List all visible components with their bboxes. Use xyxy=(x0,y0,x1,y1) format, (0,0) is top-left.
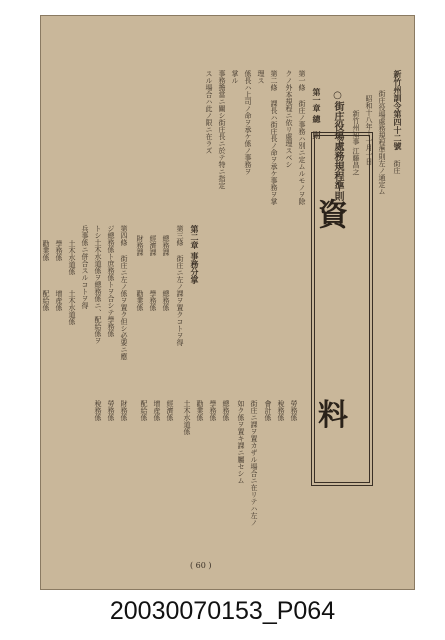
right-item-6: 總務係 xyxy=(222,400,230,421)
article-4-text-4: 兵事係ニ併合スルコトヲ得 xyxy=(81,225,89,309)
mid-item-8: 增産係 xyxy=(55,290,63,311)
article-2-text: 課長ハ街庄長ノ命ヲ承ケ事務ヲ掌 xyxy=(270,100,278,205)
right-item-4: 街庄ニ課ヲ置カザル場合ニ在リテハ左ノ xyxy=(250,400,258,526)
mid-item-6: 勸業係 xyxy=(42,240,50,261)
right-item-5: 如ク係ヲ置キ課ニ屬セシム xyxy=(237,400,245,484)
article-4-text-3: トシ土木水道係ヲ總務係ニ、配給係ヲ xyxy=(94,225,102,344)
article-4-number: 第四條 xyxy=(120,225,128,246)
chapter-1-heading: 第一章 總 則 xyxy=(312,88,322,139)
article-4-text-2: ジ總務係ト庶務係トヲ合シテ學務係 xyxy=(107,225,115,337)
article-2-text-4: 掌ル xyxy=(231,70,239,84)
article-2-text-5: 事務擔當ニ關シ街庄長ニ於テ特ニ指定 xyxy=(218,70,226,189)
section-title-char-1: 資 xyxy=(318,198,348,233)
right-item-2: 稅務係 xyxy=(277,400,285,421)
mid-item-7: 土木水道係 xyxy=(68,290,76,325)
right-item-12: 配給係 xyxy=(140,400,148,421)
image-caption: 20030070153_P064 xyxy=(109,597,336,625)
right-item-8: 勸業係 xyxy=(196,400,204,421)
article-1-text-cont: クノ外本規程ニ依リ處理スベシ xyxy=(285,70,293,168)
mid-item-5: 學務係 xyxy=(55,240,63,261)
article-2-text-cont: 理ス xyxy=(257,70,265,84)
decree-line-3: 新竹州知事 江藤昌之 xyxy=(352,110,360,176)
right-item-9: 土木水道係 xyxy=(183,400,191,435)
article-1-text: 街庄ノ事務ハ別ニ定ムルモノヲ除 xyxy=(298,100,306,205)
section-title-char-2: 料 xyxy=(318,398,348,433)
decree-addressees: 街庄 xyxy=(393,160,401,174)
mid-item-3: 勸業係 xyxy=(136,290,144,311)
article-2-text-3: 係長ハ上司ノ命ヲ承ケ係ノ事務ヲ xyxy=(244,70,252,175)
right-item-7: 學務係 xyxy=(209,400,217,421)
mid-item-2: 學務係 xyxy=(149,290,157,311)
dept-2: 經濟課 xyxy=(149,235,157,256)
mid-item-4: 土木水道係 xyxy=(68,240,76,275)
page-number: ( 60 ) xyxy=(190,561,212,570)
mid-item-9: 配給係 xyxy=(42,290,50,311)
document-title: ○街庄役場處務規程準則 xyxy=(332,90,343,201)
dept-3: 財務課 xyxy=(136,235,144,256)
right-item-13: 財務係 xyxy=(120,400,128,421)
right-item-14: 勞務係 xyxy=(107,400,115,421)
article-2-text-6: スル場合ハ此ノ限ニ在ラズ xyxy=(205,70,213,154)
right-item-10: 經濟係 xyxy=(166,400,174,421)
article-2-number: 第二條 xyxy=(270,70,278,91)
dept-1: 總務課 xyxy=(162,235,170,256)
article-3-number: 第三條 xyxy=(176,225,184,246)
section-heading: 第二章 事務分掌 xyxy=(190,225,200,284)
decree-line-1: 街庄役場處務規程準則左ノ通定ム xyxy=(378,90,386,195)
article-3-text: 街庄ニ左ノ課ヲ置クコトヲ得 xyxy=(176,255,184,346)
mid-item-1: 總務係 xyxy=(162,290,170,311)
decree-serial: 新竹州訓令第四十二號 xyxy=(393,70,403,150)
decree-line-2: 昭和十八年十一月一日 xyxy=(365,95,373,165)
right-item-15: 稅務係 xyxy=(94,400,102,421)
right-item-1: 勞務係 xyxy=(290,400,298,421)
article-4-text: 街庄ニ左ノ係ヲ置ク但シ必要ニ應 xyxy=(120,255,128,360)
right-item-3: 會計係 xyxy=(264,400,272,421)
article-1-number: 第一條 xyxy=(298,70,306,91)
right-item-11: 增産係 xyxy=(153,400,161,421)
